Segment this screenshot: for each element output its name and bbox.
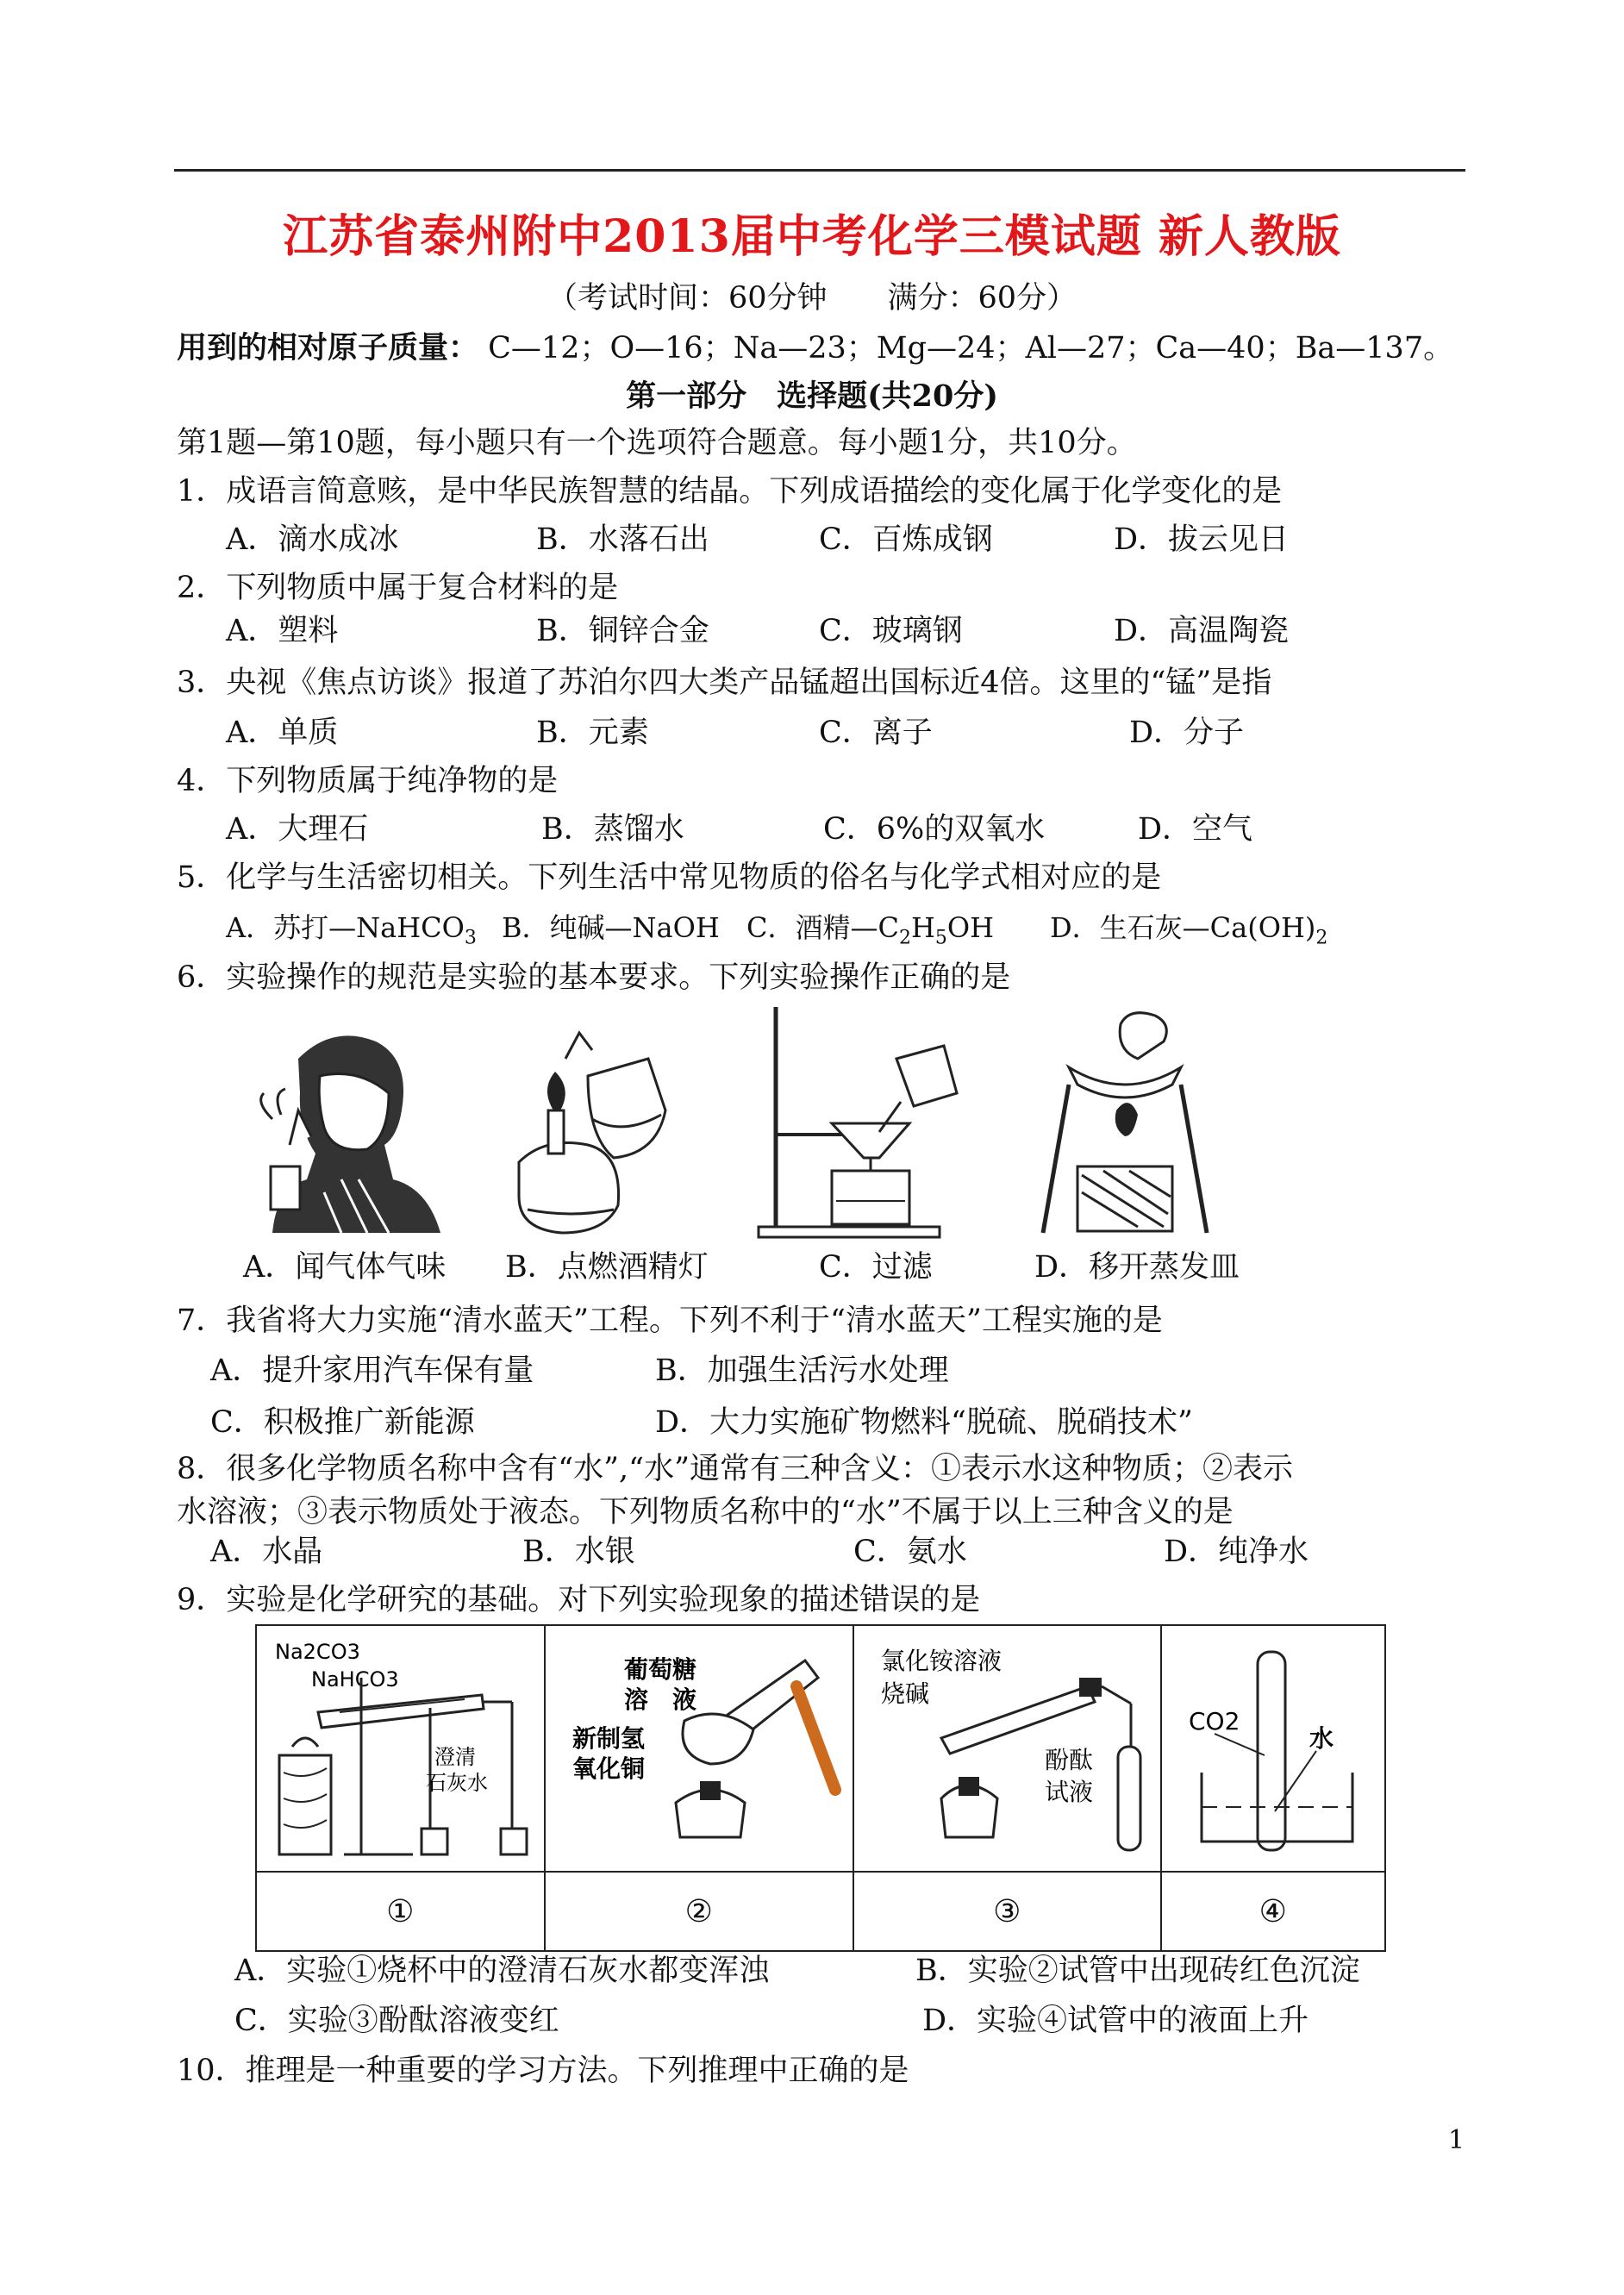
q3-option-d: D．分子 [1129,716,1245,750]
q2-stem: 2．下列物质中属于复合材料的是 [177,571,619,605]
experiment-2-figure [545,1625,854,1872]
experiment-4-figure [1161,1625,1386,1872]
filtration-illustration [750,1007,965,1240]
q5-option-d: D．生石灰$—Ca(OH)_2$ [1050,911,1328,949]
q1-option-d: D．拔云见日 [1114,522,1290,557]
part1-title: 第一部分 选择题(共20分) [626,378,998,414]
q5-option-a: A．苏打—NaHCO$_3$ [226,911,477,949]
q6-option-c: C．过滤 [819,1250,933,1285]
q5-option-c: C．酒精$—C_2H_5OH$ [746,911,995,949]
q3-option-b: B．元素 [536,716,649,750]
q7-option-d: D．大力实施矿物燃料“脱硫、脱硝技术” [655,1405,1193,1440]
page-number: 1 [1448,2125,1465,2155]
exam-info: （考试时间：60分钟 满分：60分） [547,281,1077,316]
q4-option-d: D．空气 [1138,812,1253,847]
q1-option-c: C．百炼成钢 [819,522,993,557]
svg-text:CO2: CO2 [1188,1707,1240,1735]
header-rule [174,169,1465,172]
svg-text:NaHCO3: NaHCO3 [311,1667,399,1692]
q2-option-b: B．铜锌合金 [536,614,709,648]
q4-option-c: C．6%的双氧水 [823,812,1046,847]
alcohol-lamp-illustration [493,1007,674,1240]
svg-text:澄清: 澄清 [434,1745,477,1769]
atomic-masses [177,328,1453,369]
svg-text:氧化铜: 氧化铜 [572,1754,645,1783]
q8-stem-line1: 8．很多化学物质名称中含有“水”,“水”通常有三种含义：①表示水这种物质；②表示 [177,1452,1293,1486]
q2-option-a: A．塑料 [226,614,339,648]
q9-option-b: B．实验②试管中出现砖红色沉淀 [915,1954,1360,1988]
evaporating-dish-illustration [1034,1007,1215,1240]
q5-stem: 5．化学与生活密切相关。下列生活中常见物质的俗名与化学式相对应的是 [177,860,1162,895]
svg-text:石灰水: 石灰水 [426,1771,489,1795]
q8-option-b: B．水银 [522,1535,635,1569]
svg-text:新制氢: 新制氢 [572,1724,645,1753]
svg-text:水: 水 [1309,1724,1334,1753]
q4-stem: 4．下列物质属于纯净物的是 [177,764,559,798]
q7-option-c: C．积极推广新能源 [210,1405,475,1440]
q8-option-a: A．水晶 [210,1535,323,1569]
q9-option-a: A．实验①烧杯中的澄清石灰水都变浑浊 [234,1954,770,1988]
atomic-masses-values: C—12；O—16；Na—23；Mg—24；Al—27；Ca—40；Ba—137。 [488,331,1454,366]
q6-option-d: D．移开蒸发皿 [1034,1250,1240,1285]
experiment-3-label: ③ [853,1872,1161,1951]
q10-stem: 10．推理是一种重要的学习方法。下列推理中正确的是 [177,2054,909,2088]
q3-stem: 3．央视《焦点访谈》报道了苏泊尔四大类产品锰超出国标近4倍。这里的“锰”是指 [177,666,1272,700]
experiment-1-figure [256,1625,545,1872]
q9-option-c: C．实验③酚酞溶液变红 [234,2004,559,2038]
svg-text:氯化铵溶液: 氯化铵溶液 [881,1647,1003,1675]
q6-option-a: A．闻气体气味 [243,1250,447,1285]
q4-option-a: A．大理石 [226,812,369,847]
q7-option-b: B．加强生活污水处理 [655,1354,949,1388]
svg-text:葡萄糖: 葡萄糖 [623,1655,696,1684]
svg-text:Na2CO3: Na2CO3 [275,1640,361,1664]
q1-stem: 1．成语言简意赅，是中华民族智慧的结晶。下列成语描绘的变化属于化学变化的是 [177,474,1283,509]
experiment-3-figure [853,1625,1161,1872]
svg-text:溶 液: 溶 液 [623,1685,696,1714]
q2-option-c: C．玻璃钢 [819,614,963,648]
q1-option-a: A．滴水成冰 [226,522,399,557]
smelling-gas-illustration [238,1007,445,1240]
q8-option-d: D．纯净水 [1164,1535,1309,1569]
q7-option-a: A．提升家用汽车保有量 [210,1354,534,1388]
q4-option-b: B．蒸馏水 [541,812,684,847]
q9-experiment-table [255,1624,1386,1952]
q8-option-c: C．氨水 [853,1535,967,1569]
svg-text:烧碱: 烧碱 [881,1679,930,1708]
instruction: 第1题—第10题，每小题只有一个选项符合题意。每小题1分，共10分。 [177,426,1137,460]
q6-stem: 6．实验操作的规范是实验的基本要求。下列实验操作正确的是 [177,960,1011,995]
q5-option-b: B．纯碱—NaOH [502,911,720,944]
experiment-2-label: ② [545,1872,854,1951]
svg-text:酚酞: 酚酞 [1045,1746,1094,1774]
page-title: 江苏省泰州附中2013届中考化学三模试题 新人教版 [283,210,1341,263]
experiment-1-label: ① [256,1872,545,1951]
q3-option-c: C．离子 [819,716,933,750]
q6-option-b: B．点燃酒精灯 [505,1250,709,1285]
experiment-4-label: ④ [1161,1872,1386,1951]
atomic-masses-label: 用到的相对原子质量： [177,330,479,366]
q7-stem: 7．我省将大力实施“清水蓝天”工程。下列不利于“清水蓝天”工程实施的是 [177,1304,1163,1338]
q6-figures [233,1007,1276,1240]
svg-text:试液: 试液 [1045,1778,1094,1806]
q1-option-b: B．水落石出 [536,522,709,557]
q3-option-a: A．单质 [226,716,339,750]
q9-option-d: D．实验④试管中的液面上升 [922,2004,1309,2038]
q8-stem-line2: 水溶液；③表示物质处于液态。下列物质名称中的“水”不属于以上三种含义的是 [177,1495,1234,1529]
q2-option-d: D．高温陶瓷 [1114,614,1290,648]
q9-stem: 9．实验是化学研究的基础。对下列实验现象的描述错误的是 [177,1583,981,1617]
